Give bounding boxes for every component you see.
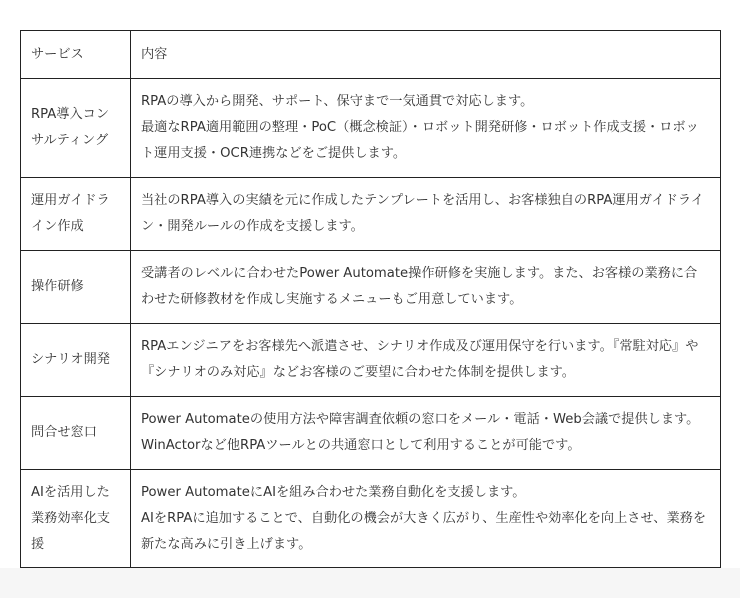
description-line: 受講者のレベルに合わせたPower Automate操作研修を実施します。また、お客様の業務に合わせた研修教材を作成し実施するメニューもご用意しています。	[141, 266, 698, 307]
table-row	[21, 178, 721, 251]
service-description	[131, 470, 721, 568]
services-table	[20, 30, 721, 568]
table-row	[21, 470, 721, 568]
service-description	[131, 324, 721, 397]
header-content: 内容	[131, 31, 721, 79]
service-name: AIを活用した業務効率化支援	[21, 470, 131, 568]
table-row	[21, 251, 721, 324]
table-row	[21, 79, 721, 178]
description-line: 当社のRPA導入の実績を元に作成したテンプレートを活用し、お客様独自のRPA運用ガイドライン・開発ルールの作成を支援します。	[141, 193, 704, 234]
service-name: 操作研修	[21, 251, 131, 324]
service-description	[131, 178, 721, 251]
service-name: シナリオ開発	[21, 324, 131, 397]
table-header-row	[21, 31, 721, 79]
description-line: AIをRPAに追加することで、自動化の機会が大きく広がり、生産性や効率化を向上させ、業務を新たな高みに引き上げます。	[141, 510, 707, 552]
service-name: RPA導入コンサルティング	[21, 79, 131, 178]
header-service: サービス	[21, 31, 131, 79]
service-description	[131, 79, 721, 178]
service-name: 運用ガイドライン作成	[21, 178, 131, 251]
description-line: Power AutomateにAIを組み合わせた業務自動化を支援します。	[141, 484, 526, 500]
table-row	[21, 324, 721, 397]
service-description	[131, 397, 721, 470]
description-line: RPAエンジニアをお客様先へ派遣させ、シナリオ作成及び運用保守を行います。『常駐対応』や『シナリオのみ対応』などお客様のご要望に合わせた体制を提供します。	[141, 339, 699, 380]
description-line: Power Automateの使用方法や障害調査依頼の窓口をメール・電話・Web会議で提供します。WinActorなど他RPAツールとの共通窓口として利用することが可能です。	[141, 412, 700, 453]
description-line: RPAの導入から開発、サポート、保守まで一気通貫で対応します。	[141, 94, 534, 109]
service-name: 問合せ窓口	[21, 397, 131, 470]
description-line: 最適なRPA適用範囲の整理・PoC（概念検証）・ロボット開発研修・ロボット作成支援・ロボット運用支援・OCR連携などをご提供します。	[141, 120, 699, 161]
table-row	[21, 397, 721, 470]
service-description	[131, 251, 721, 324]
